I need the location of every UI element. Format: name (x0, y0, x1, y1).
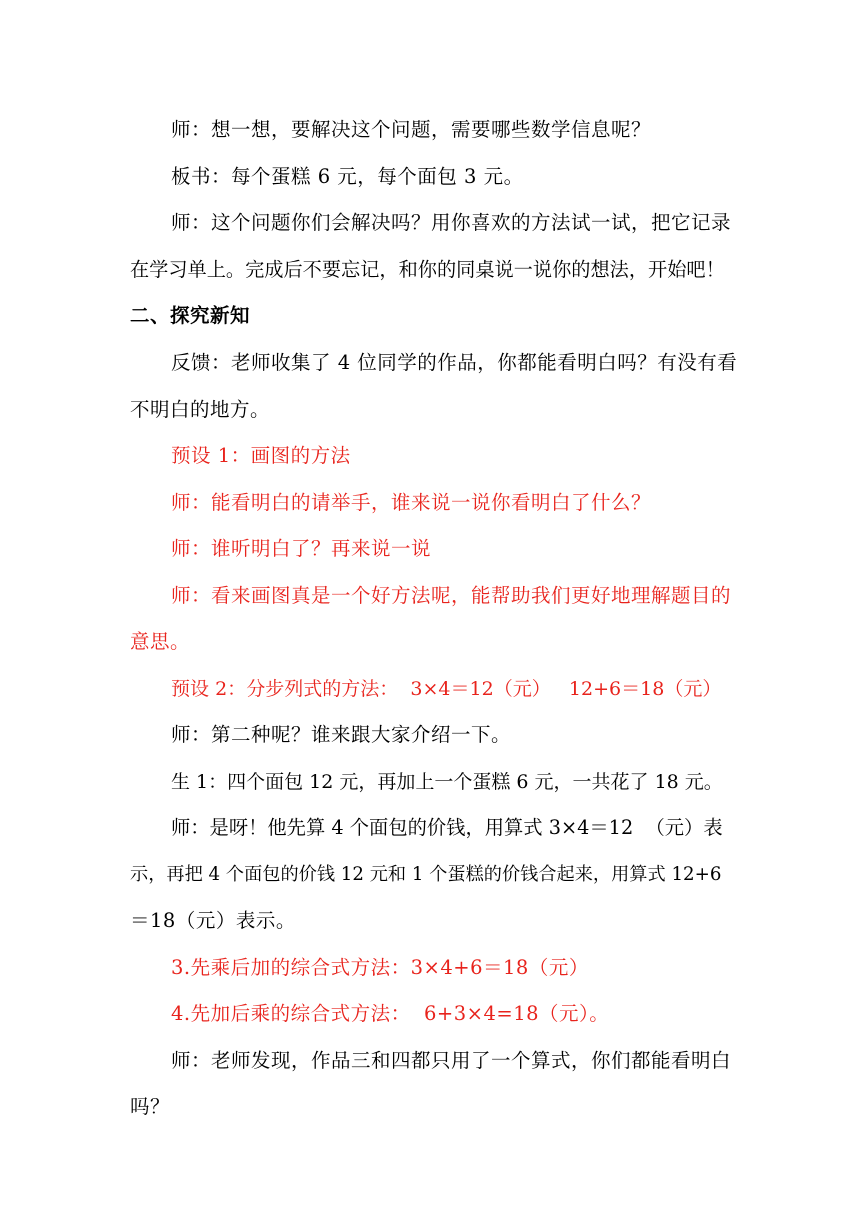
teacher-explain-line1: 师：是呀！他先算 4 个面包的价钱，用算式 3×4＝12 （元）表 (171, 816, 723, 839)
feedback-line1: 反馈：老师收集了 4 位同学的作品，你都能看明白吗？有没有看 (171, 351, 738, 374)
teacher-instruction-line1: 师：这个问题你们会解决吗？用你喜欢的方法试一试，把它记录 (171, 211, 732, 234)
teacher-who-understood: 师：谁听明白了？再来说一说 (171, 537, 432, 560)
feedback-line2: 不明白的地方。 (130, 398, 271, 421)
section-heading-explore: 二、探究新知 (130, 304, 251, 327)
teacher-instruction-line2: 在学习单上。完成后不要忘记，和你的同桌说一说你的想法，开始吧！ (130, 258, 725, 281)
teacher-explain-line3: ＝18（元）表示。 (130, 909, 296, 932)
student-1-answer: 生 1：四个面包 12 元，再加上一个蛋糕 6 元，一共花了 18 元。 (171, 771, 723, 793)
teacher-observation-line2: 吗？ (130, 1095, 171, 1118)
teacher-raise-hands: 师：能看明白的请举手，谁来说一说你看明白了什么？ (171, 491, 652, 514)
teacher-observation-line1: 师：老师发现，作品三和四都只用了一个算式，你们都能看明白 (171, 1049, 732, 1072)
teacher-drawing-good-line1: 师：看来画图真是一个好方法呢，能帮助我们更好地理解题目的 (171, 584, 732, 607)
method-3-multiply-then-add: 3.先乘后加的综合式方法：3×4+6＝18（元） (171, 956, 589, 979)
preset-2-step-method: 预设 2：分步列式的方法： 3×4＝12（元） 12+6＝18（元） (171, 678, 722, 700)
method-4-add-then-multiply: 4.先加后乘的综合式方法： 6+3×4=18（元）。 (171, 1002, 610, 1025)
preset-1-drawing-method: 预设 1：画图的方法 (171, 444, 351, 467)
teacher-explain-line2: 示，再把 4 个面包的价钱 12 元和 1 个蛋糕的价钱合起来，用算式 12+6 (130, 864, 722, 885)
teacher-question-info: 师：想一想，要解决这个问题，需要哪些数学信息呢？ (171, 118, 652, 141)
teacher-drawing-good-line2: 意思。 (130, 630, 191, 653)
board-writing-prices: 板书：每个蛋糕 6 元，每个面包 3 元。 (171, 165, 524, 188)
teacher-second-method: 师：第二种呢？谁来跟大家介绍一下。 (171, 723, 512, 746)
